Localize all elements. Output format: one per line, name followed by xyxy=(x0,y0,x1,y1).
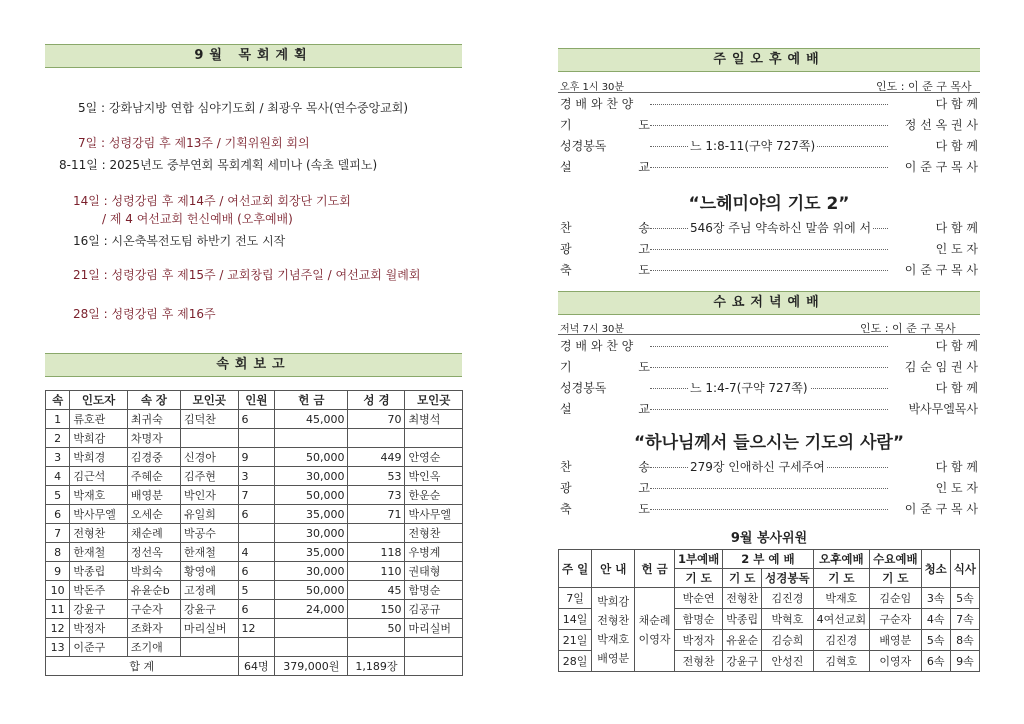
report-cell: 110 xyxy=(348,562,405,581)
report-cell: 마리실버 xyxy=(181,619,238,638)
report-row xyxy=(46,543,463,562)
plan-item: 8-11일 : 2025년도 중부연회 목회계획 세미나 (속초 델피노) xyxy=(59,158,378,172)
report-row xyxy=(46,448,463,467)
report-cell: 조화자 xyxy=(127,619,180,638)
wednesday-sermon-title: “하나님께서 들으시는 기도의 사람” xyxy=(633,433,904,453)
report-cell: 강윤구 xyxy=(181,600,238,619)
col-header: 헌 금 xyxy=(275,391,348,410)
report-cell: 유윤순b xyxy=(127,581,180,600)
afternoon-sermon-title: “느헤미야의 기도 2” xyxy=(688,194,850,214)
report-cell: 10 xyxy=(46,581,70,600)
report-row xyxy=(46,600,463,619)
report-cell xyxy=(348,638,405,657)
report-cell xyxy=(275,638,348,657)
cell: 구순자 xyxy=(870,609,921,630)
cell: 유윤순 xyxy=(723,630,762,651)
order-row xyxy=(558,479,980,497)
report-cell: 전형찬 xyxy=(405,524,463,543)
plan-item: 14일 : 성령강림 후 제14주 / 여선교회 회장단 기도회 xyxy=(73,194,351,208)
cell: 8속 xyxy=(950,630,979,651)
leader-dots xyxy=(650,509,888,510)
report-cell: 30,000 xyxy=(275,562,348,581)
guide-cell: 박희감 전형찬 박재호 배영분 xyxy=(592,588,635,672)
order-person: 다 함 께 xyxy=(935,381,978,395)
report-cell: 70 xyxy=(348,410,405,429)
order-row xyxy=(558,400,980,418)
order-label: 축 도 xyxy=(560,263,650,277)
cell: 5속 xyxy=(950,588,979,609)
report-cell: 4 xyxy=(46,467,70,486)
report-row xyxy=(46,562,463,581)
report-cell: 3 xyxy=(46,448,70,467)
report-cell: 4 xyxy=(238,543,275,562)
cell: 강윤구 xyxy=(723,651,762,672)
report-cell: 류호관 xyxy=(70,410,127,429)
report-row xyxy=(46,524,463,543)
report-cell: 7 xyxy=(46,524,70,543)
report-cell: 한운순 xyxy=(405,486,463,505)
wednesday-divider xyxy=(558,334,980,335)
report-cell: 박돈주 xyxy=(70,581,127,600)
report-cell: 박공수 xyxy=(181,524,238,543)
col-header: 식사 xyxy=(950,550,979,588)
report-cell: 11 xyxy=(46,600,70,619)
report-cell: 김주현 xyxy=(181,467,238,486)
order-person: 다 함 께 xyxy=(935,339,978,353)
report-cell: 50,000 xyxy=(275,581,348,600)
col-header: 모인곳 xyxy=(405,391,463,410)
report-cell: 2 xyxy=(46,429,70,448)
cell: 안성진 xyxy=(762,651,813,672)
report-cell: 50,000 xyxy=(275,486,348,505)
cell: 14일 xyxy=(559,609,592,630)
report-cell: 채순례 xyxy=(127,524,180,543)
report-cell: 24,000 xyxy=(275,600,348,619)
report-cell: 신경아 xyxy=(181,448,238,467)
plan-title-bar: 9월 목회계획 xyxy=(45,44,462,68)
order-person: 인 도 자 xyxy=(935,242,978,256)
cell: 21일 xyxy=(559,630,592,651)
report-row xyxy=(46,467,463,486)
report-row xyxy=(46,486,463,505)
report-cell xyxy=(238,638,275,657)
report-row xyxy=(46,429,463,448)
report-cell: 박사무엘 xyxy=(70,505,127,524)
report-cell: 박희경 xyxy=(70,448,127,467)
report-cell: 50,000 xyxy=(275,448,348,467)
order-person: 김 순 임 권 사 xyxy=(904,360,978,374)
cell: 박순연 xyxy=(674,588,722,609)
wednesday-time: 저녁 7시 30분 xyxy=(560,324,625,335)
report-cell: 전형찬 xyxy=(70,524,127,543)
order-label: 설 교 xyxy=(560,402,650,416)
report-cell: 유일희 xyxy=(181,505,238,524)
report-cell: 9 xyxy=(238,448,275,467)
leader-dots xyxy=(650,167,888,168)
report-cell: 한재철 xyxy=(181,543,238,562)
total-label: 합 계 xyxy=(46,657,239,676)
report-cell: 박인옥 xyxy=(405,467,463,486)
offering-cell: 채순례 이영자 xyxy=(635,588,675,672)
report-cell: 6 xyxy=(238,410,275,429)
plan-item: 28일 : 성령강림 후 제16주 xyxy=(73,307,216,321)
cell: 배영분 xyxy=(870,630,921,651)
plan-item: 7일 : 성령강림 후 제13주 / 기획위원회 회의 xyxy=(78,136,310,150)
col-subheader: 기 도 xyxy=(723,569,762,588)
report-cell: 118 xyxy=(348,543,405,562)
col-header: 주 일 xyxy=(559,550,592,588)
order-label: 경 배 와 찬 양 xyxy=(560,97,634,111)
report-cell: 박정자 xyxy=(70,619,127,638)
report-title-bar: 속회보고 xyxy=(45,353,462,377)
report-cell: 9 xyxy=(46,562,70,581)
report-cell: 30,000 xyxy=(275,524,348,543)
order-label: 설 교 xyxy=(560,160,650,174)
order-person: 정 선 옥 권 사 xyxy=(904,118,978,132)
report-cell: 박희감 xyxy=(70,429,127,448)
afternoon-divider xyxy=(558,92,980,93)
cell: 김진경 xyxy=(813,630,870,651)
cell: 전형찬 xyxy=(723,588,762,609)
report-cell: 이준구 xyxy=(70,638,127,657)
report-cell: 강윤구 xyxy=(70,600,127,619)
cell: 박정자 xyxy=(674,630,722,651)
report-cell: 6 xyxy=(46,505,70,524)
order-detail: 546장 주님 약속하신 말씀 위에 서 xyxy=(690,221,872,235)
report-cell: 권태형 xyxy=(405,562,463,581)
order-label: 광 고 xyxy=(560,481,650,495)
total-count: 64명 xyxy=(238,657,275,676)
col-header: 모인곳 xyxy=(181,391,238,410)
total-empty xyxy=(405,657,463,676)
report-cell: 35,000 xyxy=(275,505,348,524)
afternoon-time: 오후 1시 30분 xyxy=(560,82,625,93)
order-label: 기 도 xyxy=(560,360,650,374)
order-detail: 느 1:4-7(구약 727쪽) xyxy=(690,381,808,395)
order-detail: 279장 인애하신 구세주여 xyxy=(690,460,825,474)
report-cell: 73 xyxy=(348,486,405,505)
wednesday-leader: 인도 : 이 준 구 목사 xyxy=(860,322,956,335)
service-header-row xyxy=(559,550,980,569)
report-cell: 김경중 xyxy=(127,448,180,467)
report-cell: 3 xyxy=(238,467,275,486)
report-cell xyxy=(348,429,405,448)
report-cell: 50 xyxy=(348,619,405,638)
col-subheader: 기 도 xyxy=(813,569,870,588)
service-row xyxy=(559,588,980,609)
order-person: 이 준 구 목 사 xyxy=(904,263,978,277)
report-cell xyxy=(181,429,238,448)
report-cell: 5 xyxy=(238,581,275,600)
report-cell xyxy=(405,429,463,448)
report-cell xyxy=(275,429,348,448)
cell: 7일 xyxy=(559,588,592,609)
order-label: 축 도 xyxy=(560,502,650,516)
report-cell: 정선옥 xyxy=(127,543,180,562)
report-cell: 김공규 xyxy=(405,600,463,619)
order-person: 다 함 께 xyxy=(935,460,978,474)
report-row xyxy=(46,410,463,429)
report-cell: 6 xyxy=(238,562,275,581)
leader-dots xyxy=(650,249,888,250)
report-cell: 6 xyxy=(238,600,275,619)
order-person: 이 준 구 목 사 xyxy=(904,502,978,516)
report-row xyxy=(46,638,463,657)
report-cell xyxy=(348,524,405,543)
report-row xyxy=(46,581,463,600)
order-person: 다 함 께 xyxy=(935,139,978,153)
total-bible: 1,189장 xyxy=(348,657,405,676)
report-cell: 황영애 xyxy=(181,562,238,581)
order-row xyxy=(558,261,980,279)
report-cell: 449 xyxy=(348,448,405,467)
order-row xyxy=(558,379,980,397)
order-label: 성경봉독 xyxy=(560,381,607,395)
report-cell: 71 xyxy=(348,505,405,524)
report-cell: 박종립 xyxy=(70,562,127,581)
cell: 4속 xyxy=(921,609,950,630)
cell: 28일 xyxy=(559,651,592,672)
report-cell: 우병계 xyxy=(405,543,463,562)
order-label: 기 도 xyxy=(560,118,650,132)
report-cell: 6 xyxy=(238,505,275,524)
cell: 5속 xyxy=(921,630,950,651)
report-cell: 한재철 xyxy=(70,543,127,562)
report-cell: 150 xyxy=(348,600,405,619)
report-total-row xyxy=(46,657,463,676)
order-row xyxy=(558,137,980,155)
order-row xyxy=(558,337,980,355)
leader-dots xyxy=(650,270,888,271)
col-header: 오후예배 xyxy=(813,550,870,569)
order-row xyxy=(558,458,980,476)
report-cell: 함명순 xyxy=(405,581,463,600)
order-person: 다 함 께 xyxy=(935,221,978,235)
report-cell: 최병석 xyxy=(405,410,463,429)
cell: 박종립 xyxy=(723,609,762,630)
order-person: 이 준 구 목 사 xyxy=(904,160,978,174)
report-cell: 8 xyxy=(46,543,70,562)
cell: 박혁호 xyxy=(762,609,813,630)
cell: 김진경 xyxy=(762,588,813,609)
col-header: 헌 금 xyxy=(635,550,675,588)
col-header: 속 장 xyxy=(127,391,180,410)
report-cell: 박재호 xyxy=(70,486,127,505)
col-header: 청소 xyxy=(921,550,950,588)
col-header: 성 경 xyxy=(348,391,405,410)
cell: 전형찬 xyxy=(674,651,722,672)
report-cell: 30,000 xyxy=(275,467,348,486)
report-cell: 김근석 xyxy=(70,467,127,486)
order-label: 찬 송 xyxy=(560,460,650,474)
report-cell: 마리실버 xyxy=(405,619,463,638)
report-cell: 35,000 xyxy=(275,543,348,562)
col-header: 안 내 xyxy=(592,550,635,588)
afternoon-leader: 인도 : 이 준 구 목사 xyxy=(876,80,972,93)
col-header: 인도자 xyxy=(70,391,127,410)
report-cell: 5 xyxy=(46,486,70,505)
report-cell xyxy=(238,524,275,543)
plan-item: 16일 : 시온축복전도팀 하반기 전도 시작 xyxy=(73,234,286,248)
report-cell xyxy=(405,638,463,657)
plan-item: 21일 : 성령강림 후 제15주 / 교회창립 기념주일 / 여선교회 월례회 xyxy=(73,268,421,282)
report-cell: 주혜순 xyxy=(127,467,180,486)
col-header: 1부예배 xyxy=(674,550,722,569)
leader-dots xyxy=(650,367,888,368)
service-title: 9월 봉사위원 xyxy=(730,531,808,546)
order-row xyxy=(558,500,980,518)
report-cell: 박사무엘 xyxy=(405,505,463,524)
report-cell: 박희숙 xyxy=(127,562,180,581)
total-offering: 379,000원 xyxy=(275,657,348,676)
report-cell: 구순자 xyxy=(127,600,180,619)
order-row xyxy=(558,95,980,113)
order-row xyxy=(558,158,980,176)
cell: 김혁호 xyxy=(813,651,870,672)
col-subheader: 기 도 xyxy=(674,569,722,588)
col-subheader: 기 도 xyxy=(870,569,921,588)
report-cell: 조기애 xyxy=(127,638,180,657)
order-row xyxy=(558,219,980,237)
report-cell: 45 xyxy=(348,581,405,600)
afternoon-title-bar: 주일오후예배 xyxy=(558,48,980,72)
leader-dots xyxy=(650,104,888,105)
order-detail: 느 1:8-11(구약 727쪽) xyxy=(690,139,816,153)
order-person: 박사무엘목사 xyxy=(908,402,978,416)
report-cell: 12 xyxy=(238,619,275,638)
col-header: 인원 xyxy=(238,391,275,410)
cell: 이영자 xyxy=(870,651,921,672)
wednesday-title-bar: 수요저녁예배 xyxy=(558,291,980,315)
report-cell: 53 xyxy=(348,467,405,486)
report-cell: 13 xyxy=(46,638,70,657)
report-cell: 7 xyxy=(238,486,275,505)
report-cell: 최귀숙 xyxy=(127,410,180,429)
col-header: 수요예배 xyxy=(870,550,921,569)
report-cell: 차명자 xyxy=(127,429,180,448)
cell: 7속 xyxy=(950,609,979,630)
report-cell xyxy=(275,619,348,638)
report-cell: 안영순 xyxy=(405,448,463,467)
order-label: 광 고 xyxy=(560,242,650,256)
report-cell: 오세순 xyxy=(127,505,180,524)
report-cell: 김덕찬 xyxy=(181,410,238,429)
order-person: 인 도 자 xyxy=(935,481,978,495)
cell: 6속 xyxy=(921,651,950,672)
report-cell: 고정례 xyxy=(181,581,238,600)
order-row xyxy=(558,116,980,134)
order-label: 경 배 와 찬 양 xyxy=(560,339,634,353)
col-subheader: 성경봉독 xyxy=(762,569,813,588)
cell: 3속 xyxy=(921,588,950,609)
service-table xyxy=(558,549,980,672)
cell: 박재호 xyxy=(813,588,870,609)
order-row xyxy=(558,240,980,258)
leader-dots xyxy=(650,346,888,347)
report-cell: 1 xyxy=(46,410,70,429)
report-cell: 배영분 xyxy=(127,486,180,505)
report-cell: 박인자 xyxy=(181,486,238,505)
cell: 4여선교회 xyxy=(813,609,870,630)
plan-item: 5일 : 강화남지방 연합 심야기도회 / 최광우 목사(연수중앙교회) xyxy=(78,101,408,115)
col-header: 속 xyxy=(46,391,70,410)
report-cell: 12 xyxy=(46,619,70,638)
report-cell: 45,000 xyxy=(275,410,348,429)
cell: 김승희 xyxy=(762,630,813,651)
col-header: 2 부 예 배 xyxy=(723,550,813,569)
report-header-row xyxy=(46,391,463,410)
leader-dots xyxy=(650,488,888,489)
order-label: 찬 송 xyxy=(560,221,650,235)
report-row xyxy=(46,505,463,524)
cell: 김순임 xyxy=(870,588,921,609)
order-label: 성경봉독 xyxy=(560,139,607,153)
report-row xyxy=(46,619,463,638)
cell: 함명순 xyxy=(674,609,722,630)
leader-dots xyxy=(650,409,888,410)
order-person: 다 함 께 xyxy=(935,97,978,111)
report-table xyxy=(45,390,463,676)
order-row xyxy=(558,358,980,376)
cell: 9속 xyxy=(950,651,979,672)
plan-item: / 제 4 여선교회 헌신예배 (오후예배) xyxy=(102,212,293,226)
report-cell xyxy=(238,429,275,448)
report-cell xyxy=(181,638,238,657)
leader-dots xyxy=(650,125,888,126)
